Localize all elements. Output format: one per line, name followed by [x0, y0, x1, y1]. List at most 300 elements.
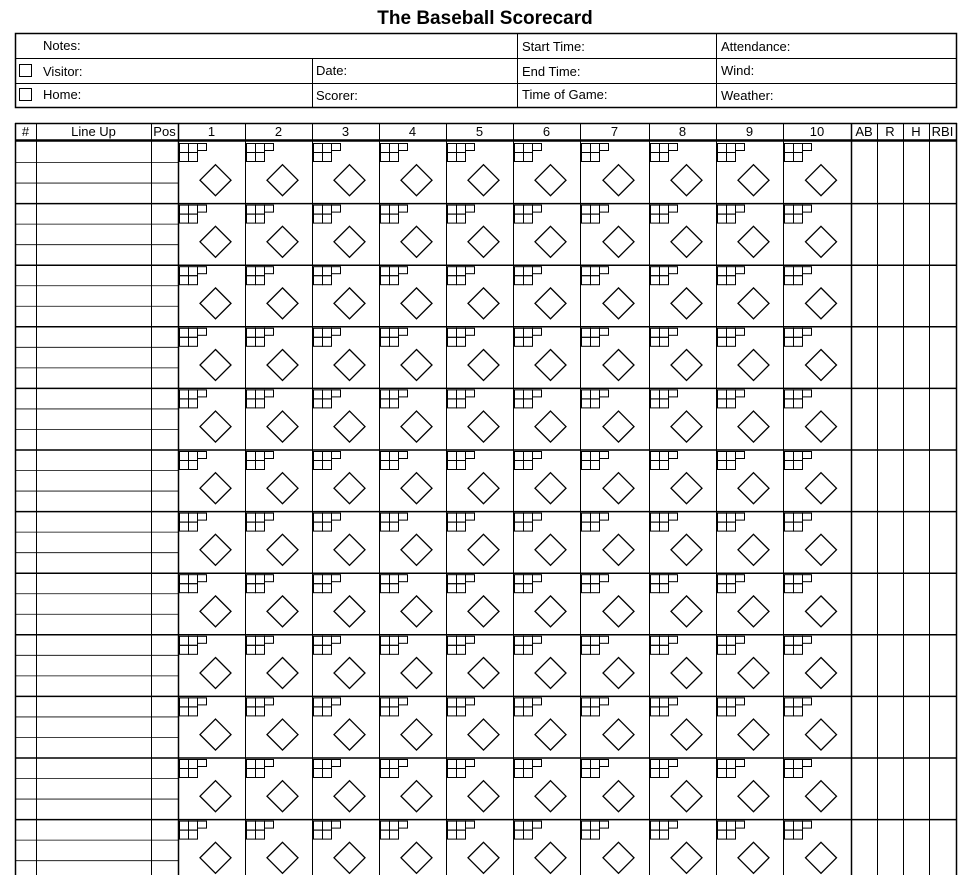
count-box: [381, 645, 390, 654]
base-diamond[interactable]: [401, 288, 432, 319]
count-box: [247, 205, 256, 214]
base-diamond[interactable]: [738, 657, 769, 688]
count-box: [180, 205, 189, 214]
base-diamond[interactable]: [200, 781, 231, 812]
weather-field[interactable]: Weather:: [721, 88, 774, 103]
count-box: [651, 821, 660, 830]
count-box: [448, 575, 457, 584]
col-header-number: #: [21, 124, 30, 139]
count-box: [381, 760, 390, 769]
base-diamond[interactable]: [401, 842, 432, 873]
base-diamond[interactable]: [603, 288, 634, 319]
base-diamond[interactable]: [468, 719, 499, 750]
base-diamond[interactable]: [334, 411, 365, 442]
base-diamond[interactable]: [267, 473, 298, 504]
count-box: [314, 575, 323, 584]
count-box: [180, 830, 189, 839]
base-diamond[interactable]: [535, 534, 566, 565]
base-diamond[interactable]: [535, 657, 566, 688]
base-diamond[interactable]: [738, 719, 769, 750]
count-box: [524, 276, 533, 285]
base-diamond[interactable]: [806, 842, 837, 873]
count-box: [515, 760, 524, 769]
base-diamond[interactable]: [267, 842, 298, 873]
count-box: [189, 461, 198, 470]
col-header-rbi: RBI: [931, 124, 954, 139]
count-box: [189, 575, 198, 584]
count-box: [390, 645, 399, 654]
base-diamond[interactable]: [535, 781, 566, 812]
count-box: [466, 390, 475, 397]
count-box: [323, 760, 332, 769]
count-box: [247, 830, 256, 839]
base-diamond[interactable]: [603, 534, 634, 565]
count-box: [399, 452, 408, 459]
count-box: [256, 267, 265, 276]
base-diamond[interactable]: [200, 226, 231, 257]
count-box: [660, 390, 669, 399]
base-diamond[interactable]: [738, 473, 769, 504]
count-box: [390, 461, 399, 470]
count-box: [515, 390, 524, 399]
base-diamond[interactable]: [401, 534, 432, 565]
count-box: [314, 645, 323, 654]
count-box: [794, 698, 803, 707]
base-diamond[interactable]: [267, 226, 298, 257]
count-box: [457, 328, 466, 337]
base-diamond[interactable]: [738, 226, 769, 257]
base-diamond[interactable]: [401, 473, 432, 504]
count-box: [600, 390, 609, 397]
base-diamond[interactable]: [806, 165, 837, 196]
base-diamond[interactable]: [200, 165, 231, 196]
count-box: [332, 390, 341, 397]
base-diamond[interactable]: [738, 349, 769, 380]
home-field[interactable]: Home:: [43, 87, 82, 102]
base-diamond[interactable]: [535, 226, 566, 257]
count-box: [381, 584, 390, 593]
count-box: [591, 267, 600, 276]
count-box: [381, 461, 390, 470]
base-diamond[interactable]: [200, 349, 231, 380]
base-diamond[interactable]: [738, 411, 769, 442]
count-box: [794, 707, 803, 716]
count-box: [785, 205, 794, 214]
base-diamond[interactable]: [401, 719, 432, 750]
base-diamond[interactable]: [671, 473, 702, 504]
base-diamond[interactable]: [603, 226, 634, 257]
count-box: [582, 830, 591, 839]
base-diamond[interactable]: [401, 781, 432, 812]
base-diamond[interactable]: [334, 473, 365, 504]
count-box: [727, 760, 736, 769]
count-box: [189, 769, 198, 778]
count-box: [669, 144, 678, 151]
count-box: [180, 584, 189, 593]
base-diamond[interactable]: [401, 657, 432, 688]
base-diamond[interactable]: [738, 534, 769, 565]
count-box: [198, 452, 207, 459]
count-box: [448, 153, 457, 162]
base-diamond[interactable]: [671, 226, 702, 257]
base-diamond[interactable]: [738, 288, 769, 319]
count-box: [323, 461, 332, 470]
base-diamond[interactable]: [671, 842, 702, 873]
base-diamond[interactable]: [603, 349, 634, 380]
count-box: [247, 390, 256, 399]
count-box: [533, 452, 542, 459]
count-box: [247, 461, 256, 470]
base-diamond[interactable]: [468, 842, 499, 873]
count-box: [180, 522, 189, 531]
count-box: [323, 337, 332, 346]
count-box: [332, 513, 341, 520]
count-box: [314, 707, 323, 716]
count-box: [524, 461, 533, 470]
base-diamond[interactable]: [401, 411, 432, 442]
count-box: [457, 575, 466, 584]
count-box: [189, 698, 198, 707]
count-box: [247, 144, 256, 153]
count-box: [448, 645, 457, 654]
base-diamond[interactable]: [468, 165, 499, 196]
base-diamond[interactable]: [671, 165, 702, 196]
base-diamond[interactable]: [468, 349, 499, 380]
count-box: [457, 214, 466, 223]
count-box: [189, 707, 198, 716]
base-diamond[interactable]: [200, 473, 231, 504]
base-diamond[interactable]: [535, 596, 566, 627]
base-diamond[interactable]: [267, 349, 298, 380]
count-box: [314, 513, 323, 522]
count-box: [524, 390, 533, 399]
base-diamond[interactable]: [468, 288, 499, 319]
count-box: [180, 636, 189, 645]
base-diamond[interactable]: [267, 165, 298, 196]
count-box: [457, 636, 466, 645]
base-diamond[interactable]: [334, 534, 365, 565]
count-box: [332, 760, 341, 767]
base-diamond[interactable]: [806, 657, 837, 688]
base-diamond[interactable]: [200, 657, 231, 688]
base-diamond[interactable]: [401, 165, 432, 196]
count-box: [466, 267, 475, 274]
base-diamond[interactable]: [334, 596, 365, 627]
base-diamond[interactable]: [267, 534, 298, 565]
count-box: [180, 399, 189, 408]
end-time-field[interactable]: End Time:: [522, 64, 581, 79]
visitor-field[interactable]: Visitor:: [43, 64, 83, 79]
count-box: [323, 267, 332, 276]
count-box: [803, 821, 812, 828]
base-diamond[interactable]: [468, 657, 499, 688]
base-diamond[interactable]: [806, 226, 837, 257]
base-diamond[interactable]: [671, 781, 702, 812]
base-diamond[interactable]: [401, 226, 432, 257]
count-box: [189, 337, 198, 346]
base-diamond[interactable]: [200, 719, 231, 750]
count-box: [785, 328, 794, 337]
count-box: [600, 513, 609, 520]
count-box: [457, 153, 466, 162]
count-box: [198, 205, 207, 212]
base-diamond[interactable]: [267, 411, 298, 442]
count-box: [515, 214, 524, 223]
count-box: [180, 707, 189, 716]
count-box: [314, 830, 323, 839]
base-diamond[interactable]: [806, 288, 837, 319]
count-box: [727, 153, 736, 162]
base-diamond[interactable]: [200, 288, 231, 319]
count-box: [247, 645, 256, 654]
count-box: [247, 452, 256, 461]
count-box: [381, 522, 390, 531]
count-box: [660, 769, 669, 778]
count-box: [591, 390, 600, 399]
count-box: [457, 769, 466, 778]
count-box: [591, 153, 600, 162]
count-box: [582, 584, 591, 593]
count-box: [582, 636, 591, 645]
count-box: [399, 760, 408, 767]
base-diamond[interactable]: [738, 781, 769, 812]
count-box: [803, 390, 812, 397]
base-diamond[interactable]: [267, 781, 298, 812]
count-box: [718, 575, 727, 584]
count-box: [582, 760, 591, 769]
base-diamond[interactable]: [535, 411, 566, 442]
base-diamond[interactable]: [267, 288, 298, 319]
base-diamond[interactable]: [267, 596, 298, 627]
count-box: [323, 144, 332, 153]
count-box: [381, 328, 390, 337]
base-diamond[interactable]: [603, 596, 634, 627]
count-box: [718, 214, 727, 223]
count-box: [448, 328, 457, 337]
count-box: [381, 821, 390, 830]
count-box: [524, 707, 533, 716]
base-diamond[interactable]: [671, 534, 702, 565]
base-diamond[interactable]: [200, 411, 231, 442]
base-diamond[interactable]: [603, 781, 634, 812]
base-diamond[interactable]: [806, 411, 837, 442]
count-box: [390, 144, 399, 153]
base-diamond[interactable]: [401, 596, 432, 627]
base-diamond[interactable]: [671, 288, 702, 319]
base-diamond[interactable]: [468, 226, 499, 257]
base-diamond[interactable]: [334, 226, 365, 257]
base-diamond[interactable]: [468, 596, 499, 627]
count-box: [515, 513, 524, 522]
count-box: [582, 513, 591, 522]
attendance-field[interactable]: Attendance:: [721, 39, 791, 54]
count-box: [736, 760, 745, 767]
base-diamond[interactable]: [200, 842, 231, 873]
time-of-game-field[interactable]: Time of Game:: [522, 87, 608, 102]
count-box: [651, 707, 660, 716]
base-diamond[interactable]: [334, 165, 365, 196]
count-box: [803, 760, 812, 767]
count-box: [256, 276, 265, 285]
count-box: [265, 267, 274, 274]
base-diamond[interactable]: [806, 534, 837, 565]
base-diamond[interactable]: [468, 781, 499, 812]
count-box: [727, 769, 736, 778]
base-diamond[interactable]: [603, 719, 634, 750]
base-diamond[interactable]: [535, 473, 566, 504]
count-box: [515, 461, 524, 470]
base-diamond[interactable]: [738, 842, 769, 873]
base-diamond[interactable]: [334, 657, 365, 688]
count-box: [256, 821, 265, 830]
base-diamond[interactable]: [603, 842, 634, 873]
count-box: [591, 707, 600, 716]
scorer-field[interactable]: Scorer:: [316, 88, 358, 103]
count-box: [736, 452, 745, 459]
count-box: [785, 276, 794, 285]
base-diamond[interactable]: [200, 596, 231, 627]
count-box: [591, 399, 600, 408]
base-diamond[interactable]: [603, 165, 634, 196]
count-box: [582, 461, 591, 470]
count-box: [524, 452, 533, 461]
base-diamond[interactable]: [334, 719, 365, 750]
count-box: [515, 337, 524, 346]
count-box: [727, 707, 736, 716]
count-box: [794, 461, 803, 470]
base-diamond[interactable]: [806, 349, 837, 380]
date-field[interactable]: Date:: [316, 63, 348, 78]
count-box: [727, 584, 736, 593]
count-box: [794, 390, 803, 399]
count-box: [718, 513, 727, 522]
base-diamond[interactable]: [401, 349, 432, 380]
count-box: [515, 144, 524, 153]
base-diamond[interactable]: [334, 842, 365, 873]
notes-field[interactable]: Notes:: [43, 38, 81, 53]
count-box: [189, 830, 198, 839]
count-box: [247, 636, 256, 645]
count-box: [323, 707, 332, 716]
count-box: [399, 390, 408, 397]
base-diamond[interactable]: [671, 719, 702, 750]
base-diamond[interactable]: [468, 411, 499, 442]
count-box: [515, 575, 524, 584]
base-diamond[interactable]: [267, 657, 298, 688]
count-box: [247, 575, 256, 584]
count-box: [669, 452, 678, 459]
count-box: [736, 144, 745, 151]
count-box: [466, 513, 475, 520]
base-diamond[interactable]: [535, 349, 566, 380]
count-box: [736, 698, 745, 705]
count-box: [794, 575, 803, 584]
count-box: [794, 636, 803, 645]
count-box: [524, 205, 533, 214]
count-box: [591, 205, 600, 214]
count-box: [381, 636, 390, 645]
start-time-field[interactable]: Start Time:: [522, 39, 585, 54]
count-box: [524, 821, 533, 830]
count-box: [660, 513, 669, 522]
base-diamond[interactable]: [603, 411, 634, 442]
base-diamond[interactable]: [806, 719, 837, 750]
count-box: [256, 645, 265, 654]
base-diamond[interactable]: [671, 411, 702, 442]
count-box: [718, 276, 727, 285]
count-box: [533, 698, 542, 705]
count-box: [727, 830, 736, 839]
count-box: [736, 267, 745, 274]
count-box: [198, 390, 207, 397]
base-diamond[interactable]: [535, 288, 566, 319]
count-box: [651, 205, 660, 214]
count-box: [314, 636, 323, 645]
base-diamond[interactable]: [806, 781, 837, 812]
base-diamond[interactable]: [334, 781, 365, 812]
base-diamond[interactable]: [267, 719, 298, 750]
count-box: [390, 636, 399, 645]
base-diamond[interactable]: [535, 165, 566, 196]
wind-field[interactable]: Wind:: [721, 63, 755, 78]
base-diamond[interactable]: [603, 473, 634, 504]
count-box: [794, 328, 803, 337]
count-box: [660, 698, 669, 707]
base-diamond[interactable]: [468, 473, 499, 504]
base-diamond[interactable]: [468, 534, 499, 565]
base-diamond[interactable]: [603, 657, 634, 688]
base-diamond[interactable]: [671, 657, 702, 688]
count-box: [457, 144, 466, 153]
count-box: [785, 153, 794, 162]
count-box: [457, 760, 466, 769]
count-box: [660, 452, 669, 461]
count-box: [189, 267, 198, 276]
base-diamond[interactable]: [334, 349, 365, 380]
count-box: [660, 830, 669, 839]
count-box: [448, 144, 457, 153]
count-box: [256, 575, 265, 584]
count-box: [256, 461, 265, 470]
count-box: [736, 821, 745, 828]
count-box: [582, 645, 591, 654]
count-box: [524, 337, 533, 346]
count-box: [727, 276, 736, 285]
count-box: [180, 267, 189, 276]
base-diamond[interactable]: [200, 534, 231, 565]
base-diamond[interactable]: [671, 596, 702, 627]
count-box: [265, 390, 274, 397]
count-box: [524, 513, 533, 522]
base-diamond[interactable]: [738, 596, 769, 627]
base-diamond[interactable]: [535, 842, 566, 873]
base-diamond[interactable]: [738, 165, 769, 196]
base-diamond[interactable]: [671, 349, 702, 380]
count-box: [803, 267, 812, 274]
count-box: [524, 399, 533, 408]
count-box: [247, 328, 256, 337]
count-box: [669, 328, 678, 335]
base-diamond[interactable]: [806, 596, 837, 627]
base-diamond[interactable]: [535, 719, 566, 750]
count-box: [660, 205, 669, 214]
count-box: [198, 636, 207, 643]
base-diamond[interactable]: [334, 288, 365, 319]
count-box: [785, 144, 794, 153]
count-box: [180, 513, 189, 522]
count-box: [582, 390, 591, 399]
base-diamond[interactable]: [806, 473, 837, 504]
